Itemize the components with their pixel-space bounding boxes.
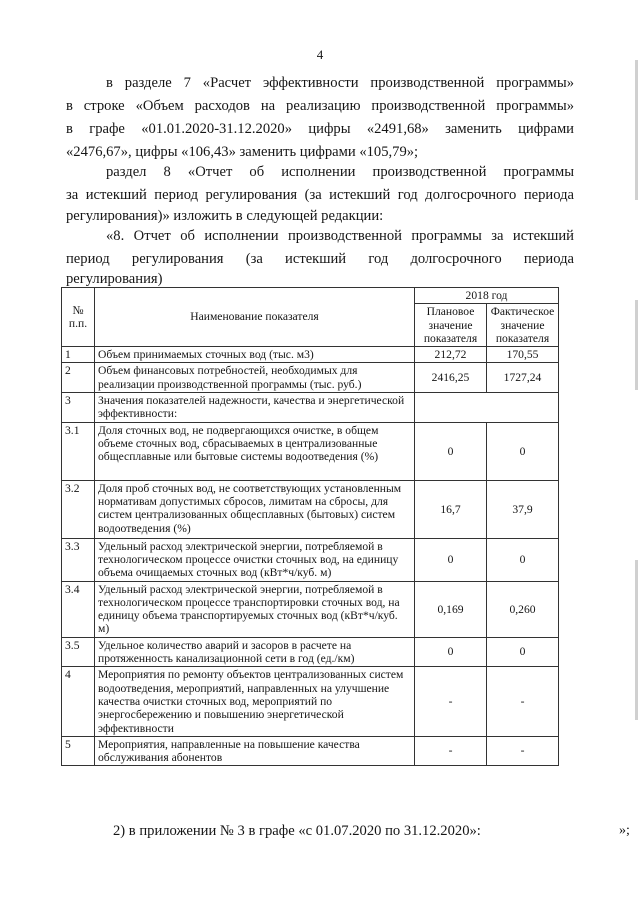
row-num: 3.3 (62, 538, 95, 581)
paragraph-line: «2476,67», цифры «106,43» заменить цифрами «105,79»; (66, 144, 419, 160)
row-name: Доля сточных вод, не подвергающихся очистке, в общем объеме сточных вод, сбрасываемых в централизованные общесплавные или бытовые системы водоотведения (%) (95, 422, 415, 480)
row-num: 5 (62, 736, 95, 766)
paragraph-line: раздел 8 «Отчет об исполнении производственной программы (106, 164, 574, 180)
header-name: Наименование показателя (95, 288, 415, 347)
table-row (62, 736, 559, 766)
table-row (62, 363, 559, 393)
row-plan: 0 (415, 538, 487, 581)
row-name: Доля проб сточных вод, не соответствующих установленным нормативам допустимых сбросов, лимитам на сбросы, для систем централизованных общесплавных (бытовых) систем водоотведения (%) (95, 480, 415, 538)
table-row (62, 393, 559, 423)
row-name: Мероприятия по ремонту объектов централизованных систем водоотведения, мероприятий, направленных на улучшение качества очистки сточных вод, мероприятий по энергосбережению и повышению энергетической эффективности (95, 667, 415, 736)
header-num: № п.п. (62, 288, 95, 347)
row-plan: - (415, 667, 487, 736)
row-num: 3.4 (62, 581, 95, 637)
paragraph-line: регулирования)» изложить в следующей редакции: (66, 208, 384, 224)
row-fact: 1727,24 (487, 363, 559, 393)
row-name: Объем принимаемых сточных вод (тыс. м3) (95, 347, 415, 363)
indicators-table (61, 287, 559, 766)
row-name: Значения показателей надежности, качества и энергетической эффективности: (95, 393, 415, 423)
row-name: Удельный расход электрической энергии, потребляемой в технологическом процессе транспортировки сточных вод, на единицу объема транспортируемых сточных вод (кВт*ч/куб. м) (95, 581, 415, 637)
paragraph-line: в разделе 7 «Расчет эффективности производственной программы» (106, 75, 574, 91)
row-empty (415, 393, 559, 423)
table-header-row (62, 288, 559, 304)
row-plan: 16,7 (415, 480, 487, 538)
row-fact: 37,9 (487, 480, 559, 538)
row-fact: 0,260 (487, 581, 559, 637)
row-plan: 0 (415, 422, 487, 480)
row-num: 4 (62, 667, 95, 736)
table-row (62, 347, 559, 363)
row-plan: 0,169 (415, 581, 487, 637)
paragraph-line: за истекший период регулирования (за истекший год долгосрочного периода (66, 187, 574, 203)
row-plan: - (415, 736, 487, 766)
table-row (62, 480, 559, 538)
table-row (62, 422, 559, 480)
scan-edge-mark (635, 300, 638, 390)
paragraph-line: период регулирования (за истекший год долгосрочного периода (66, 251, 574, 267)
row-name: Удельный расход электрической энергии, потребляемой в технологическом процессе очистки сточных вод, на единицу объема очищаемых сточных вод (кВт*ч/куб. м) (95, 538, 415, 581)
header-year: 2018 год (415, 288, 559, 304)
table-row (62, 667, 559, 736)
row-fact: - (487, 736, 559, 766)
row-fact: 0 (487, 637, 559, 667)
scan-edge-mark (635, 60, 638, 200)
row-num: 1 (62, 347, 95, 363)
row-fact: 170,55 (487, 347, 559, 363)
row-num: 3 (62, 393, 95, 423)
header-fact: Фактическое значение показателя (487, 304, 559, 347)
header-plan: Плановое значение показателя (415, 304, 487, 347)
row-num: 3.5 (62, 637, 95, 667)
row-num: 2 (62, 363, 95, 393)
paragraph-line: регулирования) (66, 271, 163, 287)
row-plan: 0 (415, 637, 487, 667)
paragraph-line: в графе «01.01.2020-31.12.2020» цифры «2491,68» заменить цифрами (66, 121, 574, 137)
row-plan: 2416,25 (415, 363, 487, 393)
row-name: Объем финансовых потребностей, необходимых для реализации производственной программы (тыс. руб.) (95, 363, 415, 393)
table-row (62, 637, 559, 667)
closing-quote-mark: »; (619, 823, 630, 838)
page-number: 4 (316, 47, 324, 62)
row-fact: - (487, 667, 559, 736)
scan-edge-mark (635, 560, 638, 720)
row-fact: 0 (487, 422, 559, 480)
paragraph-line-last: 2) в приложении № 3 в графе «с 01.07.2020 по 31.12.2020»: (113, 823, 481, 839)
row-name: Удельное количество аварий и засоров в расчете на протяженность канализационной сети в год (ед./км) (95, 637, 415, 667)
row-num: 3.1 (62, 422, 95, 480)
paragraph-line: в строке «Объем расходов на реализацию производственной программы» (66, 98, 574, 114)
row-fact: 0 (487, 538, 559, 581)
paragraph-line: «8. Отчет об исполнении производственной программы за истекший (106, 228, 574, 244)
row-name: Мероприятия, направленные на повышение качества обслуживания абонентов (95, 736, 415, 766)
row-plan: 212,72 (415, 347, 487, 363)
table-row (62, 581, 559, 637)
table-row (62, 538, 559, 581)
row-num: 3.2 (62, 480, 95, 538)
